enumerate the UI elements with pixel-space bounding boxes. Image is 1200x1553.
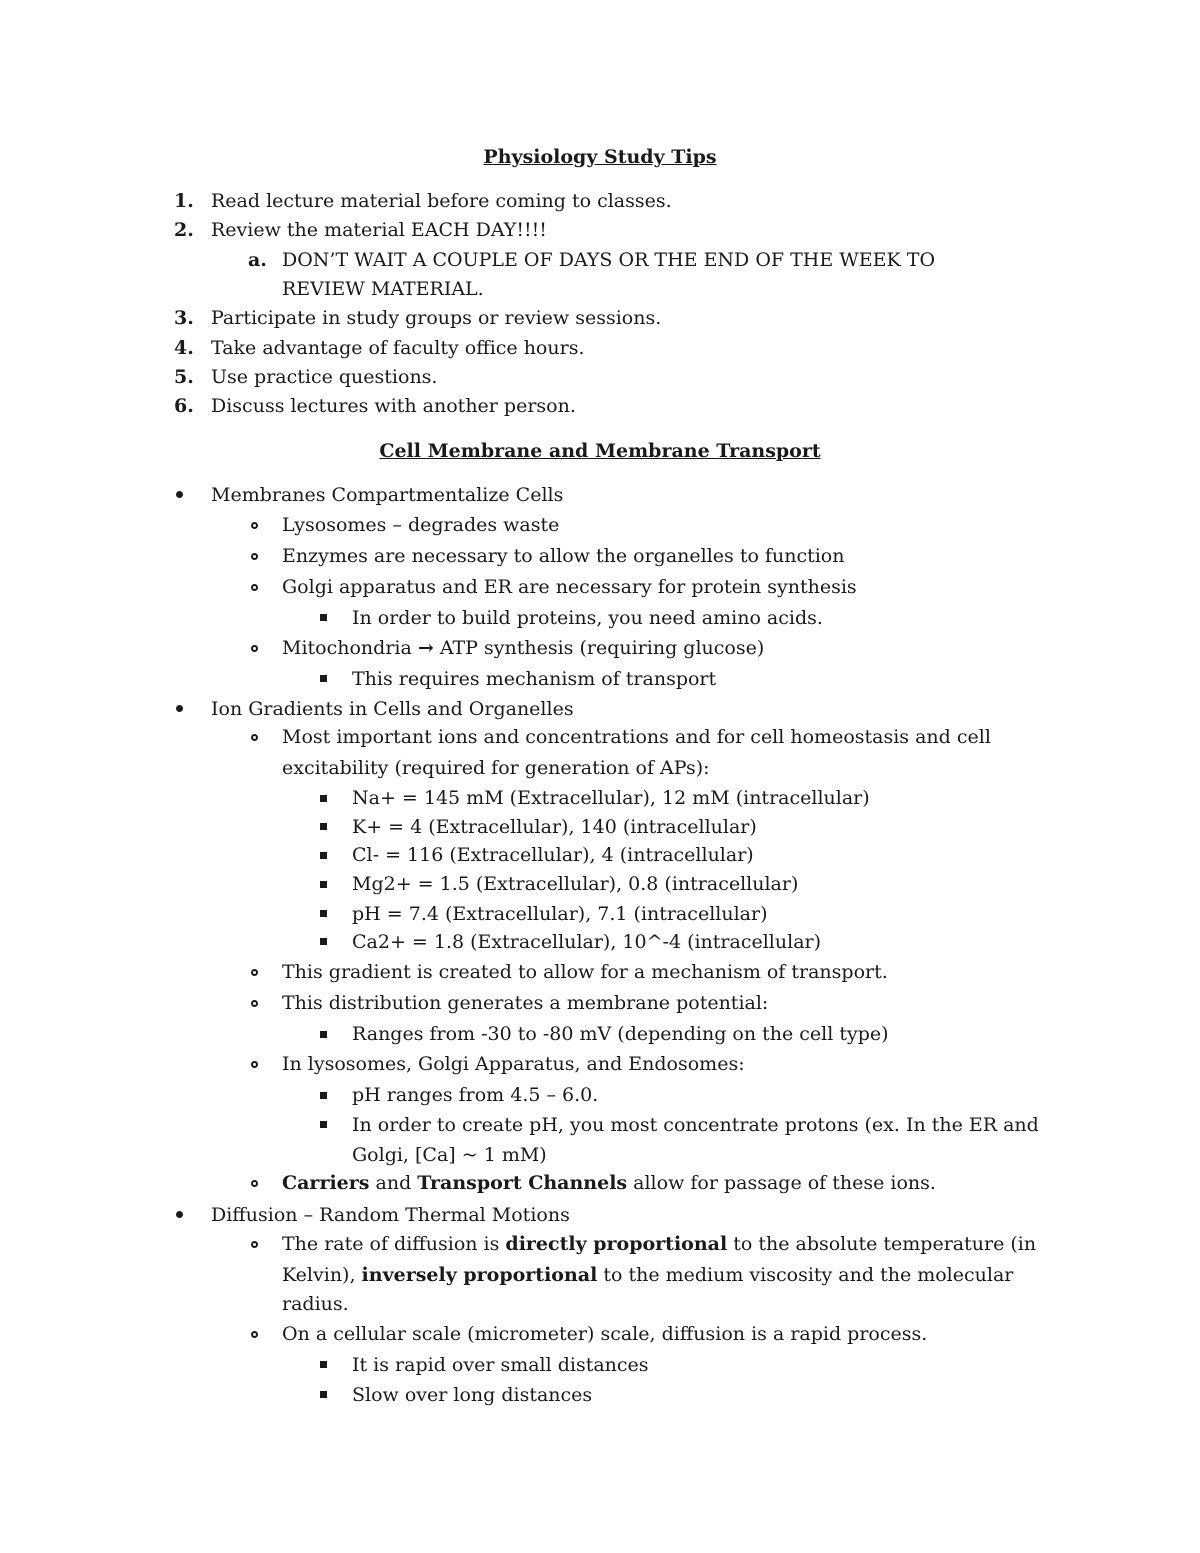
bullet-item: Ion Gradients in Cells and Organelles (211, 698, 574, 720)
list-number: 3. (174, 307, 194, 329)
list-number: 2. (174, 219, 194, 241)
list-item: Read lecture material before coming to classes. (211, 190, 672, 212)
bullet-square-icon (320, 823, 327, 830)
sub-bullet-item: In lysosomes, Golgi Apparatus, and Endosomes: (282, 1053, 745, 1075)
bullet-square-icon (320, 795, 327, 802)
list-letter: a. (248, 249, 267, 271)
and-text: and (369, 1172, 418, 1194)
list-number: 4. (174, 337, 194, 359)
list-number: 1. (174, 190, 194, 212)
carriers-term: Carriers (282, 1172, 370, 1194)
bullet-circle-icon (251, 1061, 258, 1068)
bullet-circle-icon (251, 1180, 258, 1187)
bullet-square-icon (320, 1092, 327, 1099)
bullet-square-icon (320, 852, 327, 859)
mitochondria-label: Mitochondria (282, 637, 412, 659)
directly-proportional-term: directly proportional (505, 1233, 728, 1255)
section-title: Cell Membrane and Membrane Transport (379, 440, 821, 462)
sub-sub-bullet-item: In order to create pH, you most concentrate protons (ex. In the ER and (352, 1114, 1039, 1136)
right-arrow-icon: → (417, 637, 434, 659)
list-item-continuation: REVIEW MATERIAL. (282, 278, 484, 300)
sub-sub-bullet-item: Ranges from -30 to -80 mV (depending on the cell type) (352, 1023, 889, 1045)
sub-sub-bullet-item: In order to build proteins, you need amino acids. (352, 607, 823, 629)
sub-bullet-continuation: excitability (required for generation of APs): (282, 757, 710, 779)
bullet-circle-icon (251, 1331, 258, 1338)
sub-bullet-item: On a cellular scale (micrometer) scale, diffusion is a rapid process. (282, 1323, 928, 1345)
sub-sub-bullet-item: It is rapid over small distances (352, 1354, 649, 1376)
bullet-square-icon (320, 1121, 327, 1128)
bullet-square-icon (320, 614, 327, 621)
sub-bullet-continuation: radius. (282, 1293, 349, 1315)
bullet-circle-icon (251, 1241, 258, 1248)
bullet-circle-icon (251, 1000, 258, 1007)
ion-item: K+ = 4 (Extracellular), 140 (intracellular) (352, 816, 757, 838)
bullet-square-icon (320, 1031, 327, 1038)
bullet-circle-icon (251, 645, 258, 652)
page-title: Physiology Study Tips (483, 146, 717, 168)
bullet-circle-icon (251, 969, 258, 976)
bullet-circle-icon (251, 734, 258, 741)
sub-bullet-item (282, 1232, 1036, 1256)
channels-term: Transport Channels (417, 1172, 628, 1194)
allow-text: allow for passage of these ions. (627, 1172, 936, 1194)
sub-sub-bullet-item: This requires mechanism of transport (352, 668, 717, 690)
ion-item: Ca2+ = 1.8 (Extracellular), 10^-4 (intracellular) (352, 931, 822, 953)
bullet-disc-icon (176, 491, 183, 498)
sub-bullet-item: Enzymes are necessary to allow the organelles to function (282, 545, 845, 567)
bullet-circle-icon (251, 553, 258, 560)
ion-item: Cl- = 116 (Extracellular), 4 (intracellular) (352, 844, 754, 866)
rate-text-end: to the absolute temperature (in (727, 1233, 1037, 1255)
sub-sub-bullet-continuation: Golgi, [Ca] ~ 1 mM) (352, 1144, 547, 1166)
bullet-circle-icon (251, 522, 258, 529)
list-number: 6. (174, 395, 194, 417)
sub-bullet-item: This gradient is created to allow for a mechanism of transport. (282, 961, 888, 983)
list-number: 5. (174, 366, 194, 388)
bullet-square-icon (320, 1391, 327, 1398)
bullet-circle-icon (251, 584, 258, 591)
sub-bullet-item: Lysosomes – degrades waste (282, 514, 560, 536)
atp-label: ATP synthesis (requiring glucose) (439, 637, 765, 659)
inversely-proportional-term: inversely proportional (361, 1264, 598, 1286)
sub-bullet-item: This distribution generates a membrane potential: (282, 992, 769, 1014)
bullet-square-icon (320, 1361, 327, 1368)
rate-text: The rate of diffusion is (282, 1233, 506, 1255)
bullet-square-icon (320, 910, 327, 917)
bullet-disc-icon (176, 1211, 183, 1218)
list-item: Take advantage of faculty office hours. (211, 337, 585, 359)
list-item: DON’T WAIT A COUPLE OF DAYS OR THE END OF THE WEEK TO (282, 249, 936, 271)
kelvin-text: Kelvin), (282, 1264, 362, 1286)
ion-item: Na+ = 145 mM (Extracellular), 12 mM (intracellular) (352, 787, 870, 809)
ion-item: Mg2+ = 1.5 (Extracellular), 0.8 (intracellular) (352, 873, 799, 895)
bullet-square-icon (320, 938, 327, 945)
sub-bullet-item (282, 636, 764, 660)
list-item: Participate in study groups or review sessions. (211, 307, 662, 329)
list-item: Use practice questions. (211, 366, 438, 388)
bullet-disc-icon (176, 705, 183, 712)
sub-sub-bullet-item: Slow over long distances (352, 1384, 593, 1406)
sub-bullet-item (282, 1171, 936, 1195)
viscosity-text: to the medium viscosity and the molecular (597, 1264, 1014, 1286)
list-item: Review the material EACH DAY!!!! (211, 219, 547, 241)
sub-sub-bullet-item: pH ranges from 4.5 – 6.0. (352, 1084, 599, 1106)
sub-bullet-continuation (282, 1263, 1013, 1287)
bullet-square-icon (320, 675, 327, 682)
bullet-square-icon (320, 881, 327, 888)
bullet-item: Membranes Compartmentalize Cells (211, 484, 564, 506)
sub-bullet-item: Most important ions and concentrations and for cell homeostasis and cell (282, 726, 991, 748)
sub-bullet-item: Golgi apparatus and ER are necessary for protein synthesis (282, 576, 857, 598)
ion-item: pH = 7.4 (Extracellular), 7.1 (intracellular) (352, 903, 768, 925)
list-item: Discuss lectures with another person. (211, 395, 576, 417)
bullet-item: Diffusion – Random Thermal Motions (211, 1204, 570, 1226)
